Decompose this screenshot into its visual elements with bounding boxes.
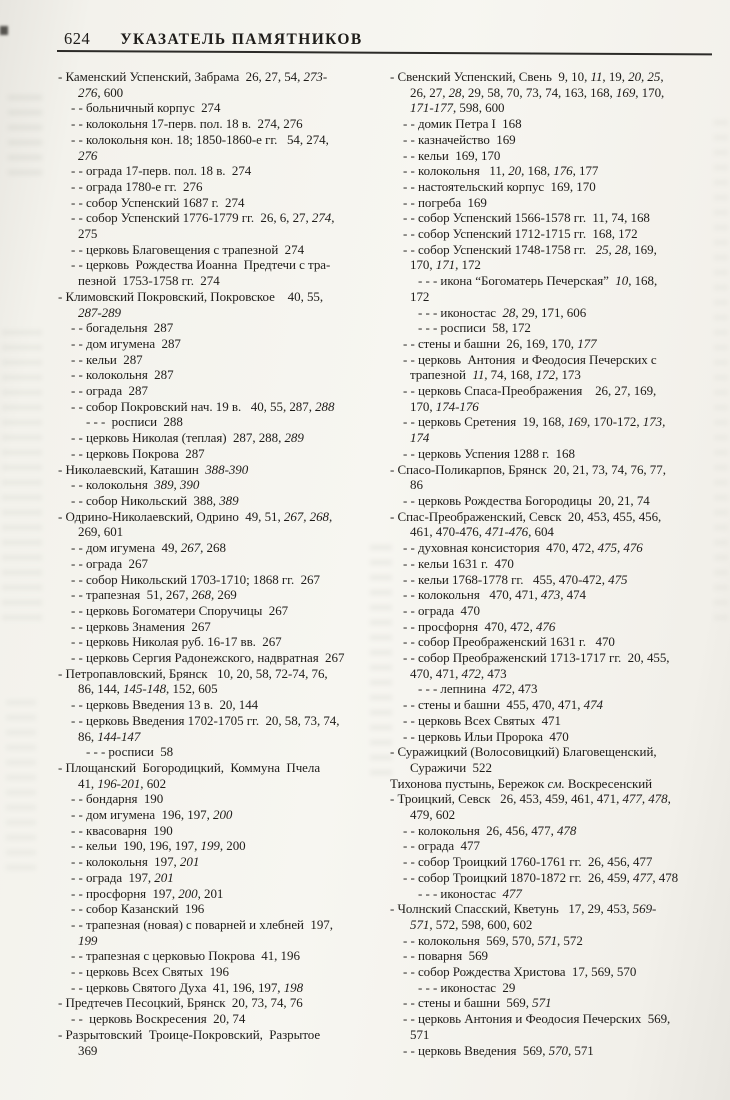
index-line: - - церковь Воскресения 20, 74 [71, 1011, 246, 1027]
index-line: 275 [78, 226, 98, 242]
index-line: - - кельи 287 [71, 351, 143, 367]
index-line: 171-177, 598, 600 [410, 100, 505, 116]
index-line: - - колокольня 470, 471, 473, 474 [403, 587, 586, 603]
index-line: - Разрытовский Троице-Покровский, Разрытое [58, 1026, 321, 1042]
index-line: - - стены и башни 26, 169, 170, 177 [403, 335, 597, 351]
index-line: - - колокольня 389, 390 [71, 477, 200, 493]
index-line: 86, 144, 145-148, 152, 605 [78, 681, 218, 697]
index-line: - Площанский Богородицкий, Коммуна Пчела [58, 759, 321, 775]
index-line: - - церковь Всех Святых 471 [403, 712, 561, 728]
index-line: - Спас-Преображенский, Севск 20, 453, 455, 456, [390, 508, 662, 524]
index-line: - - церковь Рождества Богородицы 20, 21, 74 [403, 492, 650, 508]
index-line: 287-289 [78, 304, 121, 320]
index-line: - - церковь Введения 13 в. 20, 144 [71, 697, 259, 713]
index-line: 86, 144-147 [78, 728, 141, 744]
index-line: - - собор Никольский 388, 389 [71, 492, 239, 508]
index-line: 479, 602 [410, 807, 456, 823]
index-line: - - собор Успенский 1748-1758 гг. 25, 28, 169, [403, 241, 657, 257]
index-line: 461, 470-476, 471-476, 604 [410, 524, 554, 540]
index-line: 170, 171, 172 [410, 257, 481, 273]
index-line: - - просфорня 470, 472, 476 [403, 618, 556, 634]
index-line: 174 [410, 430, 430, 446]
index-line: - - - росписи 58, 172 [418, 320, 531, 336]
running-header [64, 29, 710, 49]
index-line: 470, 471, 472, 473 [410, 665, 507, 681]
index-line: - - церковь Спаса-Преображения 26, 27, 169, [403, 383, 657, 399]
index-line: - Климовский Покровский, Покровское 40, 55, [58, 288, 324, 304]
scan-artifact [714, 120, 728, 620]
index-line: - - дом игумена 287 [71, 335, 181, 351]
page-number: 624 [64, 29, 91, 48]
index-line: - - погреба 169 [403, 194, 487, 210]
index-line: 571, 572, 598, 600, 602 [410, 916, 533, 932]
scan-artifact [0, 26, 8, 35]
index-line: 170, 174-176 [410, 398, 479, 414]
index-line: - - церковь Рождества Иоанна Предтечи с тра- [71, 257, 331, 273]
header-rule [57, 50, 712, 55]
index-line: Суражичи 522 [410, 759, 492, 775]
index-line: - - собор Никольский 1703-1710; 1868 гг. 267 [71, 571, 320, 587]
index-line: - - - росписи 288 [86, 414, 183, 430]
index-line: 199 [78, 932, 98, 948]
index-line: - - колокольня 569, 570, 571, 572 [403, 932, 583, 948]
index-line: - - больничный корпус 274 [71, 100, 221, 116]
index-line: - - собор Преображенский 1631 г. 470 [403, 634, 615, 650]
scan-artifact [8, 95, 42, 185]
index-line: 276 [78, 147, 98, 163]
index-line: - Спасо-Поликарпов, Брянск 20, 21, 73, 74, 76, 77, [390, 461, 666, 477]
index-line: - - собор Успенский 1776-1779 гг. 26, 6, 27, 274, [71, 210, 335, 226]
index-line: - - церковь Покрова 287 [71, 445, 205, 461]
index-line: - - колокольня 26, 456, 477, 478 [403, 822, 577, 838]
index-line: - - церковь Антония и Феодосия Печерских с [403, 351, 657, 367]
index-line: - - кельи 190, 196, 197, 199, 200 [71, 838, 246, 854]
index-line: - - квасоварня 190 [71, 822, 173, 838]
index-line: 571 [410, 1026, 430, 1042]
index-line: - - собор Преображенский 1713-1717 гг. 20, 455, [403, 650, 670, 666]
index-column-left [58, 69, 375, 1058]
index-line: - - трапезная (новая) с поварней и хлебней 197, [71, 916, 333, 932]
index-line: - - трапезная 51, 267, 268, 269 [71, 587, 237, 603]
index-line: - Одрино-Николаевский, Одрино 49, 51, 267, 268, [58, 508, 333, 524]
index-line: 26, 27, 28, 29, 58, 70, 73, 74, 163, 168, 169, 170, [410, 84, 665, 100]
index-line: - - бондарня 190 [71, 791, 164, 807]
index-line: 41, 196-201, 602 [78, 775, 167, 791]
index-line: - - ограда 287 [71, 383, 148, 399]
index-line: - - - росписи 58 [86, 744, 174, 760]
index-line: - - церковь Успения 1288 г. 168 [403, 445, 575, 461]
index-line: - - - иконостас 28, 29, 171, 606 [418, 304, 587, 320]
index-line: - - кельи 1768-1778 гг. 455, 470-472, 475 [403, 571, 628, 587]
index-line: - - церковь Знамения 267 [71, 618, 211, 634]
index-line: - - поварня 569 [403, 948, 488, 964]
index-line: - - собор Троицкий 1870-1872 гг. 26, 459, 477, 478 [403, 869, 679, 885]
index-line: - - ограда 267 [71, 555, 148, 571]
index-line: - - - иконостас 477 [418, 885, 522, 901]
index-line: пезной 1753-1758 гг. 274 [78, 273, 220, 289]
index-line: - Николаевский, Каташин 388-390 [58, 461, 249, 477]
index-line: - Каменский Успенский, Забрама 26, 27, 54, 273- [58, 69, 328, 84]
index-line: - - церковь Ильи Пророка 470 [403, 728, 569, 744]
index-line: - Троицкий, Севск 26, 453, 459, 461, 471, 477, 478, [390, 791, 671, 807]
index-line: - - духовная консистория 470, 472, 475, 476 [403, 540, 643, 556]
scan-artifact [6, 700, 36, 880]
index-line: - - домик Петра I 168 [403, 116, 522, 132]
index-line: - - колокольня 17-перв. пол. 18 в. 274, 276 [71, 116, 303, 132]
index-line: - - собор Успенский 1566-1578 гг. 11, 74, 168 [403, 210, 650, 226]
index-line: - - церковь Антония и Феодосия Печерских 569, [403, 1011, 671, 1027]
index-line: - - дом игумена 49, 267, 268 [71, 540, 226, 556]
index-line: - - просфорня 197, 200, 201 [71, 885, 224, 901]
index-line: 369 [78, 1042, 98, 1058]
index-line: - - церковь Введения 569, 570, 571 [403, 1042, 594, 1058]
index-line: - - церковь Всех Святых 196 [71, 964, 229, 980]
index-line: - - церковь Николая (теплая) 287, 288, 289 [71, 430, 304, 446]
index-line: - - ограда 1780-е гг. 276 [71, 178, 203, 194]
index-line: - - кельи 169, 170 [403, 147, 501, 163]
index-line: - - - иконостас 29 [418, 979, 516, 995]
index-line: Тихонова пустынь, Бережок см. Воскресенский [390, 775, 653, 791]
index-line: - - церковь Святого Духа 41, 196, 197, 198 [71, 979, 304, 995]
header-title: УКАЗАТЕЛЬ ПАМЯТНИКОВ [120, 31, 363, 48]
index-line: - - стены и башни 455, 470, 471, 474 [403, 697, 603, 713]
index-line: - - церковь Благовещения с трапезной 274 [71, 241, 305, 257]
index-line: - - дом игумена 196, 197, 200 [71, 807, 233, 823]
index-line: 276, 600 [78, 84, 124, 100]
index-line: - - колокольня кон. 18; 1850-1860-е гг. 54, 274, [71, 131, 329, 147]
index-line: - - собор Покровский нач. 19 в. 40, 55, 287, 288 [71, 398, 335, 414]
index-line: - - стены и башни 569, 571 [403, 995, 552, 1011]
index-line: - - кельи 1631 г. 470 [403, 555, 514, 571]
index-line: - - собор Успенский 1712-1715 гг. 168, 172 [403, 226, 638, 242]
index-line: - - церковь Введения 1702-1705 гг. 20, 58, 73, 74, [71, 712, 340, 728]
index-line: 269, 601 [78, 524, 124, 540]
index-line: - - церковь Богоматери Споручицы 267 [71, 602, 289, 618]
index-line: - - настоятельский корпус 169, 170 [403, 178, 596, 194]
index-line: - - церковь Сергия Радонежского, надвратная 267 [71, 650, 345, 666]
index-line: - - собор Троицкий 1760-1761 гг. 26, 456, 477 [403, 854, 653, 870]
index-line: 172 [410, 288, 430, 304]
scan-artifact [2, 330, 42, 630]
index-line: - - ограда 17-перв. пол. 18 в. 274 [71, 163, 252, 179]
index-column-right [390, 69, 712, 1058]
index-line: - - - лепнина 472, 473 [418, 681, 538, 697]
index-line: - Суражицкий (Волосовицкий) Благовещенский, [390, 744, 657, 760]
index-line: - - казначейство 169 [403, 131, 516, 147]
index-line: - - - икона “Богоматерь Печерская” 10, 168, [418, 273, 658, 289]
index-line: трапезной 11, 74, 168, 172, 173 [410, 367, 581, 383]
index-line: - - ограда 197, 201 [71, 869, 174, 885]
index-line: - - колокольня 197, 201 [71, 854, 200, 870]
index-line: 86 [410, 477, 423, 493]
index-line: - - церковь Николая руб. 16-17 вв. 267 [71, 634, 282, 650]
index-line: - - колокольня 287 [71, 367, 174, 383]
index-line: - - трапезная с церковью Покрова 41, 196 [71, 948, 300, 964]
index-line: - Предтечев Песоцкий, Брянск 20, 73, 74, 76 [58, 995, 303, 1011]
index-line: - Чолнский Спасский, Кветунь 17, 29, 453, 569- [390, 901, 657, 917]
index-line: - - собор Рождества Христова 17, 569, 570 [403, 964, 637, 980]
index-line: - - собор Успенский 1687 г. 274 [71, 194, 245, 210]
index-line: - Свенский Успенский, Свень 9, 10, 11, 19, 20, 25, [390, 69, 664, 84]
index-line: - - богадельня 287 [71, 320, 174, 336]
index-columns [58, 69, 712, 1058]
index-line: - - ограда 470 [403, 602, 480, 618]
index-line: - - колокольня 11, 20, 168, 176, 177 [403, 163, 599, 179]
index-line: - Петропавловский, Брянск 10, 20, 58, 72-74, 76, [58, 665, 328, 681]
index-line: - - церковь Сретения 19, 168, 169, 170-172, 173, [403, 414, 666, 430]
index-line: - - ограда 477 [403, 838, 480, 854]
index-line: - - собор Казанский 196 [71, 901, 205, 917]
